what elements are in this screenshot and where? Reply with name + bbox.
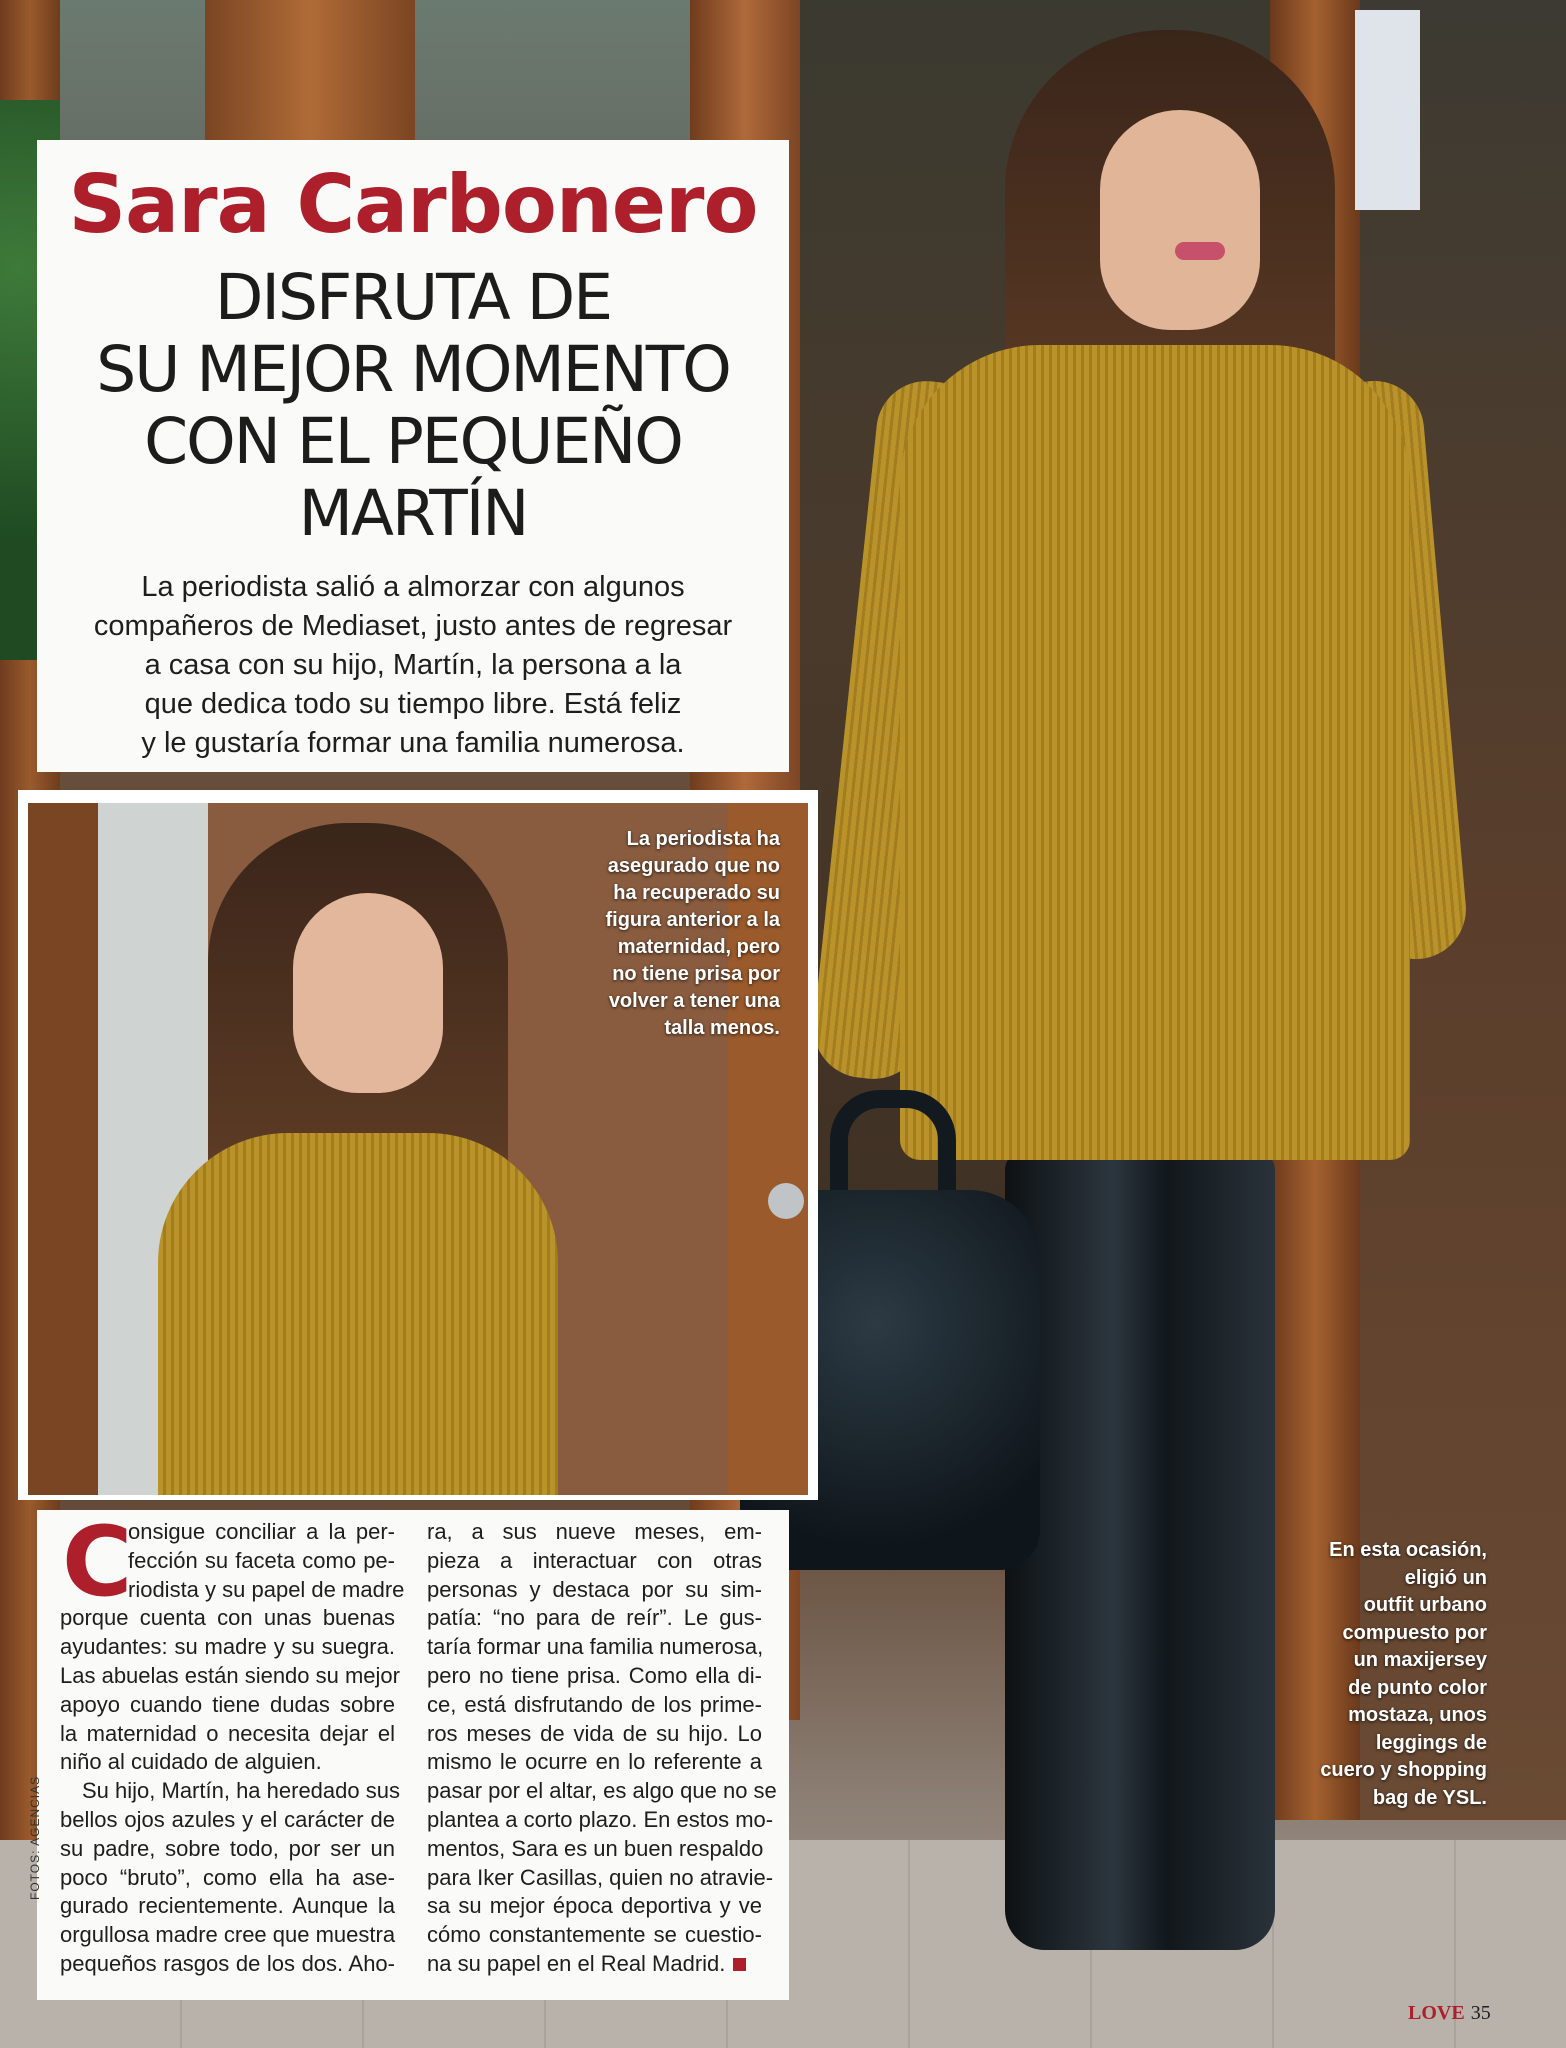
caption-line: un maxijersey [1353,1649,1487,1671]
article-name: Sara Carbonero [68,158,758,251]
caption-line: compuesto por [1342,1621,1487,1644]
page-folio [1408,2002,1491,2025]
body-line: taría formar una familia numerosa, [427,1634,764,1660]
body-line: ce, está disfrutando de los prime- [427,1691,762,1717]
body-line: pero no tiene prisa. Como ella di- [427,1662,762,1688]
body-line: riodista y su papel de madre [128,1576,405,1602]
drop-cap: C [62,1506,133,1618]
body-line: ros meses de vida de su hijo. Lo [427,1720,762,1746]
body-line: poco “bruto”, como ella ha ase- [60,1864,395,1890]
body-column-2 [427,1518,777,1979]
body-line: orgullosa madre cree que muestra [60,1922,396,1948]
body-line: onsigue conciliar a la per- [128,1519,395,1544]
body-line-text: na su papel en el Real Madrid. [427,1950,726,1976]
body-line: cómo constantemente se cuestio- [427,1922,762,1948]
body-line: patía: “no para de reír”. Le gus- [427,1605,762,1631]
body-line: pequeños rasgos de los dos. Aho- [60,1950,395,1976]
headline-line: DISFRUTA DE [214,261,612,334]
caption-line: ha recuperado su [613,882,780,904]
caption-line: no tiene prisa por [612,963,780,985]
body-line: niño al cuidado de alguien. [60,1749,322,1775]
body-line: porque cuenta con unas buenas [60,1605,395,1631]
body-line: fección su faceta como pe- [128,1547,395,1573]
article-headline [37,262,789,550]
body-line: la maternidad o necesita dejar el [60,1720,395,1746]
leather-leggings [1005,1150,1275,1950]
menu-sign [1355,10,1420,210]
body-line: ayudantes: su madre y su suegra. [60,1634,395,1660]
photo-credits: FOTOS: AGENCIAS [28,1775,42,1900]
main-photo-caption [1300,1537,1487,1812]
caption-line: de punto color [1348,1676,1487,1699]
mustard-sweater [900,345,1410,1160]
caption-line: La periodista ha [626,828,780,850]
lead-line: que dedica todo su tiempo libre. Está feliz [144,688,682,720]
caption-line: cuero y shopping [1320,1759,1487,1781]
body-line: plantea a corto plazo. En estos mo- [427,1806,774,1832]
caption-line: outfit urbano [1363,1594,1487,1616]
inset-face [293,893,443,1093]
caption-line: figura anterior a la [605,909,780,931]
headline-line: SU MEJOR MOMENTO [96,333,730,406]
inset-sweater [158,1133,558,1495]
body-line: para Iker Casillas, quien no atravie- [427,1864,774,1890]
body-line: personas y destaca por su sim- [427,1576,762,1602]
door-handle [768,1183,804,1219]
caption-line: mostaza, unos [1348,1704,1487,1726]
body-line: bellos ojos azules y el carácter de [60,1806,395,1832]
lead-line: a casa con su hijo, Martín, la persona a la [144,649,682,681]
caption-line: leggings de [1375,1731,1487,1754]
body-line: mismo le ocurre en lo referente a [427,1749,762,1775]
body-line: pasar por el altar, es algo que no se [427,1778,777,1804]
magazine-name: LOVE [1408,2002,1465,2024]
woman-face [1100,110,1260,330]
lead-line: compañeros de Mediaset, justo antes de regresar [93,610,733,642]
caption-line: eligió un [1404,1566,1487,1589]
body-line: Las abuelas están siendo su mejor [60,1662,400,1688]
woman-lips [1175,242,1225,260]
body-line: gurado recientemente. Aunque la [60,1893,395,1919]
body-line: mentos, Sara es un buen respaldo [427,1835,764,1861]
body-line: pieza a interactuar con otras [427,1547,762,1573]
caption-line: asegurado que no [607,855,780,877]
lead-line: La periodista salió a almorzar con algunos [141,571,685,603]
headline-line: CON EL PEQUEÑO [144,405,682,478]
caption-line: En esta ocasión, [1329,1539,1487,1561]
caption-line: talla menos. [664,1017,780,1039]
caption-line: bag de YSL. [1372,1786,1487,1809]
body-line: apoyo cuando tiene dudas sobre [60,1691,395,1717]
page-number: 35 [1470,2002,1491,2024]
body-line: ra, a sus nueve meses, em- [427,1519,762,1544]
body-line: sa su mejor época deportiva y ve [427,1893,762,1919]
caption-line: volver a tener una [608,990,780,1012]
door-frame-top [205,0,415,150]
caption-line: maternidad, pero [617,936,780,958]
body-line: Su hijo, Martín, ha heredado sus [82,1778,400,1804]
lead-line: y le gustaría formar una familia numerosa. [141,727,685,759]
body-column-1 [60,1518,405,1979]
article-lead [55,568,771,763]
inset-caption [580,826,780,1042]
end-mark-icon [733,1958,746,1971]
body-line: su padre, sobre todo, por ser un [60,1835,395,1861]
headline-line: MARTÍN [298,477,528,550]
body-line-final [427,1950,762,1979]
